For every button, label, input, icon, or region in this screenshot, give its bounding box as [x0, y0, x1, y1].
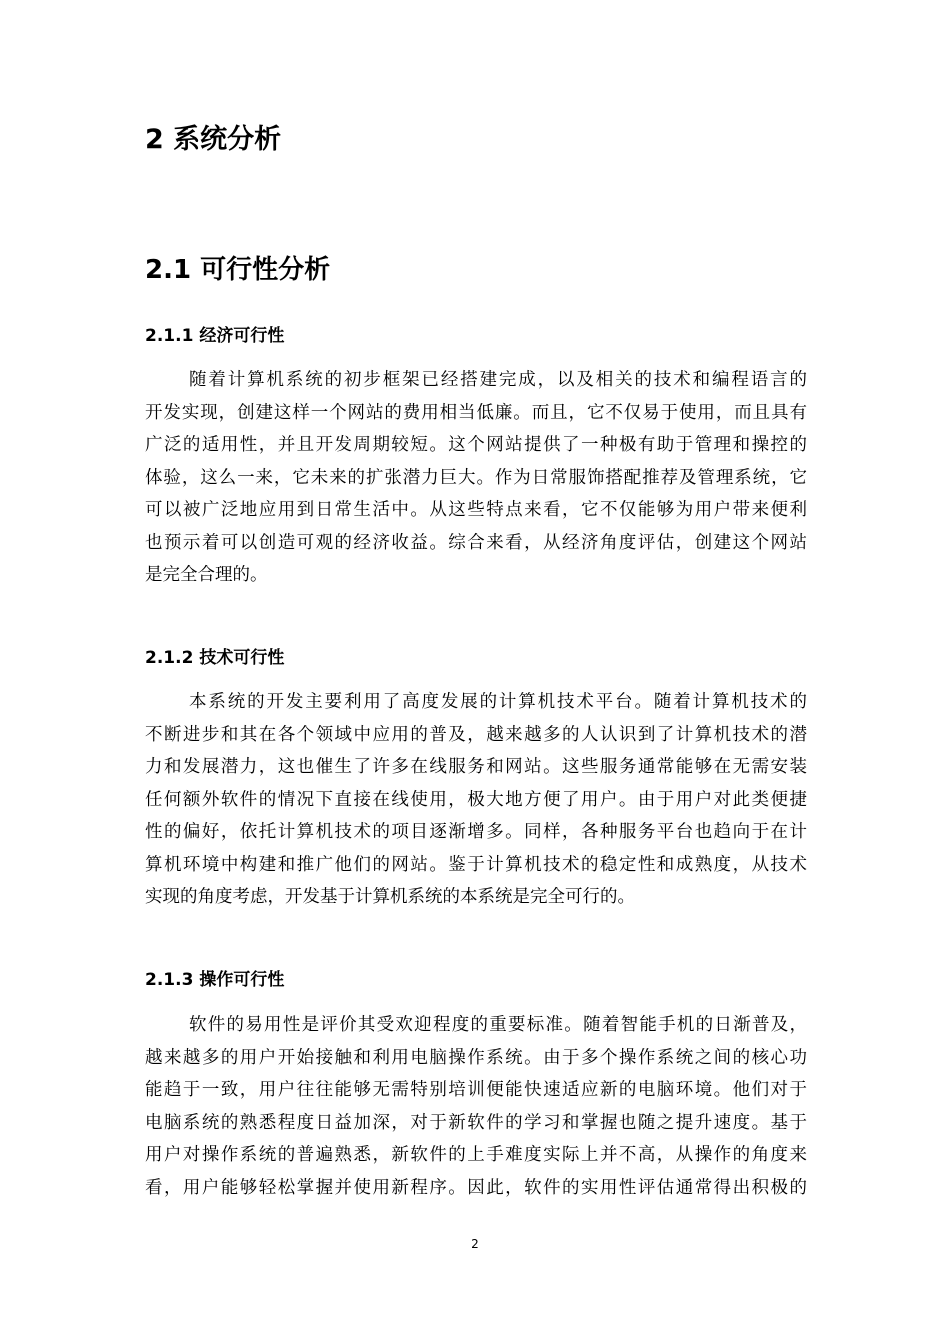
paragraph-line: 可以被广泛地应用到日常生活中。从这些特点来看，它不仅能够为用户带来便利	[145, 500, 807, 520]
paragraph-line: 看，用户能够轻松掌握并使用新程序。因此，软件的实用性评估通常得出积极的	[145, 1177, 807, 1198]
paragraph-technical	[145, 686, 807, 914]
paragraph-line: 是完全合理的。	[145, 565, 268, 585]
paragraph-line: 本系统的开发主要利用了高度发展的计算机技术平台。随着计算机技术的	[189, 692, 807, 712]
paragraph-line: 力和发展潜力，这也催生了许多在线服务和网站。这些服务通常能够在无需安装	[145, 757, 807, 777]
paragraph-line: 广泛的适用性，并且开发周期较短。这个网站提供了一种极有助于管理和操控的	[145, 435, 807, 455]
subsection-heading-operational: 2.1.3 操作可行性	[145, 970, 285, 990]
paragraph-line: 算机环境中构建和推广他们的网站。鉴于计算机技术的稳定性和成熟度，从技术	[145, 854, 807, 875]
paragraph-line: 越来越多的用户开始接触和利用电脑操作系统。由于多个操作系统之间的核心功	[145, 1047, 807, 1068]
paragraph-line: 电脑系统的熟悉程度日益加深，对于新软件的学习和掌握也随之提升速度。基于	[145, 1112, 807, 1133]
paragraph-line: 任何额外软件的情况下直接在线使用，极大地方便了用户。由于用户对此类便捷	[145, 789, 807, 810]
paragraph-line: 不断进步和其在各个领域中应用的普及，越来越多的人认识到了计算机技术的潜	[145, 724, 807, 745]
chapter-heading: 2 系统分析	[145, 124, 282, 155]
paragraph-line: 性的偏好，依托计算机技术的项目逐渐增多。同样，各种服务平台也趋向于在计	[145, 822, 807, 842]
paragraph-line: 用户对操作系统的普遍熟悉，新软件的上手难度实际上并不高，从操作的角度来	[145, 1145, 807, 1165]
paragraph-economic	[145, 364, 807, 592]
page-number: 2	[471, 1237, 479, 1251]
paragraph-line: 体验，这么一来，它未来的扩张潜力巨大。作为日常服饰搭配推荐及管理系统，它	[145, 467, 807, 488]
paragraph-line: 能趋于一致，用户往往能够无需特别培训便能快速适应新的电脑环境。他们对于	[145, 1080, 807, 1100]
paragraph-line: 随着计算机系统的初步框架已经搭建完成，以及相关的技术和编程语言的	[189, 370, 807, 390]
paragraph-line: 开发实现，创建这样一个网站的费用相当低廉。而且，它不仅易于使用，而且具有	[145, 402, 807, 423]
section-heading: 2.1 可行性分析	[145, 255, 331, 285]
subsection-heading-economic: 2.1.1 经济可行性	[145, 326, 285, 346]
paragraph-line: 实现的角度考虑，开发基于计算机系统的本系统是完全可行的。	[145, 887, 635, 907]
paragraph-operational	[145, 1009, 807, 1204]
paragraph-line: 软件的易用性是评价其受欢迎程度的重要标准。随着智能手机的日渐普及，	[189, 1015, 807, 1035]
paragraph-line: 也预示着可以创造可观的经济收益。综合来看，从经济角度评估，创建这个网站	[145, 532, 807, 553]
subsection-heading-technical: 2.1.2 技术可行性	[145, 648, 285, 668]
